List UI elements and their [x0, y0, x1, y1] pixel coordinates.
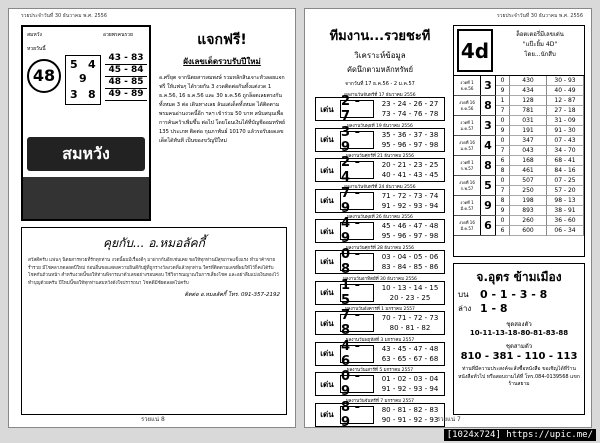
row-number-line: 83 - 84 - 85 - 86	[381, 262, 439, 271]
ad-digit: 8	[88, 88, 96, 101]
prediction-row	[315, 152, 445, 186]
row-number-line: 10 - 13 - 14 - 15	[381, 283, 439, 292]
4d-title: ล็อตเตอรี่มีเลขเด่น	[516, 31, 564, 38]
ad-digit: 9	[79, 72, 87, 85]
4d-cell: 6	[496, 226, 510, 236]
free-title: แจกฟรี!	[197, 32, 247, 48]
row-numbers	[376, 312, 444, 334]
row-pair: 4 - 6	[340, 345, 374, 363]
4d-row-label: งวดที่ 1 ม.ค.57	[460, 120, 474, 131]
4d-cell: 043	[510, 146, 547, 156]
row-pair: 2 - 7	[340, 100, 374, 118]
row-number-line: 20 - 21 - 23 - 25	[381, 161, 439, 170]
ad-brand-small: สมหวัง	[27, 32, 42, 38]
row-play-label: เด่น	[320, 135, 334, 145]
ad-top	[23, 27, 149, 131]
free-body: อ.ศรียุต จากนิตยสารสมพงษ์ รวมหลักสินเจาะหัวลอยแจกฟรี ให้แฟนๆ ได้รวยกัน 3 งวดติดต่อกันทั้งแต่งวด 1 ธ.ค.56, 16 ธ.ค.56 และ 30 ธ.ค.56 ถูกล็อตเลยตรงกันทั้งหมด 3 ต่อ เดินทางเลย ล้นแต่เด็ดทั้งหมด ได้ติดตามพรมคนอ่านงวดนี้อีก ฯลฯ เข้าร่วม 50 บาท สนับสนุนเพื่อการค้นคว้าเพิ่มขึ้น ต่อไป โดยโอนเงินได้ที่บัญชีออมทรัพย์ 135 ประเภท ติดต่อ กุมภาพันธ์ 10170 แล้วรอรับผลเลขเด็ดได้ทันที เป็นของขวัญปีใหม่	[159, 75, 285, 144]
label-bon: บน	[458, 290, 469, 299]
row-date: ผลงานวันศุกร์ที่ 28 ธันวาคม 2556	[345, 245, 415, 251]
row-date: ผลงานวันพุธที่ 26 ธันวาคม 2556	[347, 215, 413, 221]
4d-author: โดย...นักสืบ	[524, 51, 556, 58]
4d-cell: 36 - 60	[547, 216, 584, 226]
set2-title: ชุดสามตัว	[505, 343, 533, 350]
4d-table-row	[454, 136, 584, 156]
4d-row-key: 8	[480, 96, 496, 115]
4d-badge: 4d	[457, 29, 493, 72]
row-play-label: เด่น	[320, 165, 334, 175]
ad-digit: 5	[70, 58, 78, 71]
free-offer-panel	[157, 25, 287, 221]
left-running-header: รวยประจำวันที่ 30 ธันวาคม พ.ศ. 2556	[21, 13, 108, 19]
4d-cell: 430	[510, 76, 547, 86]
4d-cell: 9	[496, 86, 510, 96]
4d-cell: 198	[510, 196, 547, 206]
row-date: ผลงานวันพุธที่ 19 ธันวาคม 2556	[347, 123, 413, 129]
ad-photo-strip	[23, 177, 149, 219]
4d-cell: 0	[496, 176, 510, 186]
row-play-label: เด่น	[320, 379, 334, 389]
row-number-line: 03 - 04 - 05 - 06	[381, 252, 439, 261]
team-title: ทีมงาน...รวยชะที	[329, 29, 431, 44]
row-number-line: 80 - 81 - 82 - 83	[381, 405, 439, 414]
4d-row-key: 9	[480, 196, 496, 215]
row-number-line: 63 - 65 - 67 - 68	[381, 354, 439, 363]
4d-table-row	[454, 216, 584, 236]
row-date: ผลงานวันศุกร์ที่ 21 ธันวาคม 2556	[345, 154, 415, 160]
row-numbers	[376, 282, 444, 304]
contact-text: ท่านที่มีความประสงค์จะสั่งซื้อหนังสือ ขอเชิญได้ที่ร้านหนังสือทั่วไป หรือสอบถามได้ที่ โทร.084-0139568 แขกร้านสยาม	[458, 366, 580, 387]
ad-pair: 49 - 89	[105, 89, 147, 101]
row-play-label: เด่น	[320, 318, 334, 328]
4d-cell: 0	[496, 216, 510, 226]
row-number-line: 95 - 96 - 97 - 98	[381, 232, 439, 241]
prediction-row	[315, 336, 445, 367]
essay-signature: ติดต่อ อ.หมอลัคกี้ โทร. 091-357-2192	[184, 292, 280, 299]
4d-table-header	[454, 26, 584, 76]
4d-cell: 07 - 43	[547, 136, 584, 146]
row-date: ผลงานวันอาทิตย์ที่ 30 ธันวาคม 2556	[343, 276, 417, 282]
4d-cell: 031	[510, 116, 547, 126]
4d-row-key: 8	[480, 156, 496, 175]
ad-pair: 43 - 83	[105, 53, 147, 65]
row-date: ผลงานวันจันทร์ที่ 17 ธันวาคม 2556	[344, 93, 416, 98]
row-number-line: 43 - 45 - 47 - 48	[381, 344, 439, 353]
4d-cell: 600	[510, 226, 547, 236]
4d-header-text	[496, 26, 584, 75]
row-numbers	[376, 159, 444, 181]
row-number-line: 70 - 71 - 72 - 73	[381, 314, 439, 323]
ad-digit-grid	[65, 55, 101, 105]
prediction-top-row	[458, 289, 580, 301]
right-running-header: รวยประจำวันที่ 30 ธันวาคม พ.ศ. 2556	[496, 13, 583, 19]
row-pair: 2 - 4	[340, 161, 374, 179]
right-page	[304, 8, 592, 428]
row-pair: 3 - 9	[340, 131, 374, 149]
label-lang: ล่าง	[458, 304, 472, 313]
4d-cell: 91 - 30	[547, 126, 584, 136]
ad-pair-list	[105, 53, 147, 101]
lottery-ad-panel	[21, 25, 151, 221]
4d-table-row	[454, 196, 584, 216]
4d-row-cells	[496, 196, 584, 215]
4d-cell: 781	[510, 106, 547, 116]
row-number-line: 90 - 91 - 92 - 93	[381, 415, 439, 424]
value-lang: 1 - 8	[480, 302, 508, 315]
left-page	[8, 8, 296, 428]
right-page-footer: รวยแน่ 7	[437, 416, 461, 423]
row-play-label: เด่น	[320, 288, 334, 298]
4d-row-key: 3	[480, 76, 496, 95]
row-numbers	[376, 129, 444, 151]
row-date: ผลงานวันอังคารที่ 1 มกราคม 2557	[345, 307, 415, 313]
row-pair: 1 - 5	[340, 284, 374, 302]
4d-cell: 0	[496, 136, 510, 146]
4d-row-label: งวดที่ 16 มี.ค.57	[459, 220, 475, 231]
4d-row-label: งวดที่ 16 ธ.ค.56	[459, 100, 475, 111]
row-numbers	[376, 343, 444, 365]
row-pair: 7 - 8	[340, 314, 374, 332]
4d-cell: 1	[496, 96, 510, 106]
4d-cell: 06 - 34	[547, 226, 584, 236]
row-date: ผลงานวันเสาร์ที่ 5 มกราคม 2557	[346, 368, 414, 374]
4d-cell: 260	[510, 216, 547, 226]
4d-table-row	[454, 96, 584, 116]
4d-cell: 0	[496, 76, 510, 86]
prediction-row	[315, 213, 445, 247]
4d-cell: 7	[496, 186, 510, 196]
row-play-label: เด่น	[320, 226, 334, 236]
team-date-range: จากวันที่ 17 ธ.ค.56 - 2 ม.ค.57	[345, 81, 415, 87]
4d-row-label: งวดที่ 1 ธ.ค.56	[460, 80, 474, 91]
4d-cell: 7	[496, 106, 510, 116]
ad-ball-number: 48	[27, 59, 61, 93]
row-number-line: 40 - 41 - 43 - 45	[381, 171, 439, 180]
4d-row-cells	[496, 176, 584, 195]
prediction-author: จ.อุตร ข้ามเมือง	[476, 270, 562, 284]
ad-digit: 4	[88, 58, 96, 71]
row-date: ผลงานวันจันทร์ที่ 7 มกราคม 2557	[345, 398, 415, 404]
row-number-line: 01 - 02 - 03 - 04	[381, 375, 439, 384]
4d-cell: 8	[496, 166, 510, 176]
team-subtitle-1: วิเคราะห์ข้อมูล	[354, 51, 406, 60]
4d-cell: 347	[510, 136, 547, 146]
ad-pair: 45 - 84	[105, 65, 147, 77]
prediction-row	[315, 397, 445, 428]
prediction-row	[315, 275, 445, 306]
4d-cell: 128	[510, 96, 547, 106]
4d-cell: 0	[496, 116, 510, 126]
row-play-label: เด่น	[320, 104, 334, 114]
row-pair: 4 - 9	[340, 222, 374, 240]
ad-logo: สมหวัง	[27, 137, 145, 171]
row-play-label: เด่น	[320, 349, 334, 359]
row-number-line: 73 - 74 - 76 - 78	[381, 110, 439, 118]
prediction-box	[453, 263, 585, 415]
4d-cell: 507	[510, 176, 547, 186]
prediction-row	[315, 91, 445, 122]
4d-cell: 191	[510, 126, 547, 136]
left-page-footer: รวยแน่ 8	[141, 416, 165, 423]
row-numbers	[376, 98, 444, 120]
row-play-label: เด่น	[320, 410, 334, 420]
4d-cell: 84 - 16	[547, 166, 584, 176]
essay-box	[21, 227, 287, 415]
4d-row-cells	[496, 136, 584, 155]
prediction-row	[315, 122, 445, 153]
4d-cell: 34 - 70	[547, 146, 584, 156]
4d-row-cells	[496, 156, 584, 175]
value-bon: 0 - 1 - 3 - 8	[480, 288, 548, 301]
4d-row-cells	[496, 96, 584, 115]
ad-label-left: หวยวันนี้	[27, 46, 46, 52]
4d-row-cells	[496, 76, 584, 95]
prediction-bottom-row	[458, 303, 580, 315]
4d-cell: 12 - 87	[547, 96, 584, 106]
free-subtitle: ผังเลขเด็ดรวบรับปีใหม่	[183, 57, 261, 66]
4d-subtitle: "แป๊ะยิ้ม 4D"	[522, 41, 558, 48]
4d-table	[453, 25, 585, 257]
row-number-line: 45 - 46 - 47 - 48	[381, 222, 439, 231]
set2-values: 810 - 381 - 110 - 113	[460, 351, 578, 362]
4d-table-row	[454, 76, 584, 96]
4d-cell: 7	[496, 146, 510, 156]
4d-cell: 31 - 09	[547, 116, 584, 126]
set1-title: ชุดสองตัว	[506, 321, 532, 328]
row-number-line: 91 - 92 - 93 - 94	[381, 201, 439, 210]
4d-cell: 6	[496, 156, 510, 166]
row-pair: 7 - 9	[340, 192, 374, 210]
4d-cell: 27 - 18	[547, 106, 584, 116]
4d-row-label: งวดที่ 16 ม.ค.57	[459, 140, 475, 151]
prediction-row	[315, 366, 445, 400]
4d-cell: 30 - 93	[547, 76, 584, 86]
4d-table-body	[454, 76, 584, 236]
team-subtitle-2: คัดนึกตามหลักทรัพย์	[347, 65, 413, 74]
row-pair: 0 - 9	[340, 375, 374, 393]
row-numbers	[376, 251, 444, 273]
4d-cell: 57 - 20	[547, 186, 584, 196]
prediction-rows	[315, 91, 445, 428]
ad-pair: 48 - 85	[105, 77, 147, 89]
row-pair: 0 - 8	[340, 253, 374, 271]
row-numbers	[376, 373, 444, 395]
4d-table-row	[454, 116, 584, 136]
4d-cell: 9	[496, 206, 510, 216]
4d-row-label: งวดที่ 1 ก.พ.57	[460, 160, 474, 171]
4d-cell: 07 - 25	[547, 176, 584, 186]
4d-table-row	[454, 176, 584, 196]
row-play-label: เด่น	[320, 257, 334, 267]
4d-cell: 893	[510, 206, 547, 216]
ad-digit: 3	[70, 88, 78, 101]
4d-row-key: 6	[480, 216, 496, 235]
prediction-row	[315, 305, 445, 339]
4d-cell: 250	[510, 186, 547, 196]
row-numbers	[376, 404, 444, 426]
4d-cell: 9	[496, 126, 510, 136]
watermark: [1024x724] https://upic.me/	[444, 429, 596, 441]
row-play-label: เด่น	[320, 196, 334, 206]
4d-cell: 8	[496, 196, 510, 206]
4d-row-cells	[496, 216, 584, 235]
prediction-row	[315, 183, 445, 214]
row-number-line: 91 - 92 - 93 - 94	[381, 385, 439, 394]
4d-table-row	[454, 156, 584, 176]
row-number-line: 35 - 36 - 37 - 38	[381, 130, 439, 139]
row-number-line: 20 - 23 - 25	[389, 293, 431, 302]
4d-cell: 461	[510, 166, 547, 176]
4d-cell: 40 - 49	[547, 86, 584, 96]
row-date: ผลงานวันจันทร์ที่ 24 ธันวาคม 2556	[344, 184, 416, 190]
row-number-line: 23 - 24 - 26 - 27	[381, 100, 439, 108]
row-number-line: 71 - 72 - 73 - 74	[381, 191, 439, 200]
4d-cell: 168	[510, 156, 547, 166]
4d-row-key: 5	[480, 176, 496, 195]
row-pair: 8 - 9	[340, 406, 374, 424]
team-header	[315, 25, 445, 85]
row-numbers	[376, 220, 444, 242]
set1-values: 10-11-13-18-80-81-83-88	[469, 329, 569, 337]
ad-label-right: อวยพรคนรวย	[103, 32, 133, 38]
prediction-row	[315, 244, 445, 275]
4d-cell: 434	[510, 86, 547, 96]
4d-cell: 38 - 91	[547, 206, 584, 216]
row-number-line: 80 - 81 - 82	[389, 324, 431, 333]
4d-cell: 68 - 41	[547, 156, 584, 166]
row-numbers	[376, 190, 444, 212]
essay-title: คุยกับ... อ.หมอลัคกี้	[103, 236, 205, 250]
4d-row-label: งวดที่ 16 ก.พ.57	[459, 180, 475, 191]
4d-row-cells	[496, 116, 584, 135]
row-number-line: 95 - 96 - 97 - 98	[381, 140, 439, 149]
essay-body: สวัสดีครับ แฟนๆ นิตยสารหวยที่รักทุกท่าน งวดนี้ผมมีเรื่องดีๆ มาฝากกันอีกเช่นเคย ขอให้ทุกท่านมีสุขภาพแข็งแรง ทำมาค้าขายร่ำรวย มีโชคลาภตลอดปีใหม่ ก่อนอื่นขอแสดงความยินดีกับผู้ที่ถูกรางวัลงวดที่แล้วทุกท่าน ใครที่ติดตามเลขที่ผมให้ไว้ก็คงได้รับโชคกันถ้วนหน้า สำหรับงวดนี้ขอให้ท่านพิจารณาตัวเลขอย่างรอบคอบ ใช้วิจารณญาณในการเสี่ยงโชค และอย่าลืมแบ่งเงินทองไว้ทำบุญด้วยครับ ปีใหม่นี้ขอให้ทุกท่านสมหวังดังใจปรารถนา โชคดีมีชัยตลอดไปครับ	[28, 258, 279, 286]
row-date: ผลงานวันพฤหัสที่ 3 มกราคม 2557	[345, 337, 415, 343]
4d-row-label: งวดที่ 1 มี.ค.57	[460, 200, 474, 211]
4d-row-key: 3	[480, 116, 496, 135]
4d-cell: 98 - 13	[547, 196, 584, 206]
4d-row-key: 4	[480, 136, 496, 155]
